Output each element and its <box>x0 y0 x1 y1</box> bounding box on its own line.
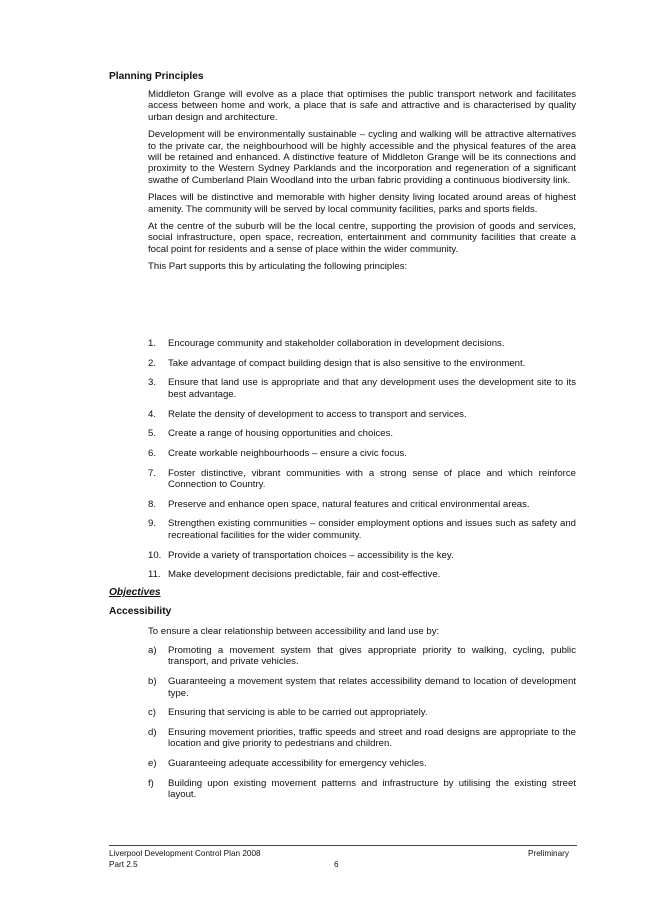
footer-status: Preliminary <box>528 849 569 858</box>
principles-list <box>148 338 576 589</box>
list-number: 5. <box>148 428 157 440</box>
list-text: Create a range of housing opportunities and choices. <box>168 428 394 440</box>
accessibility-heading: Accessibility <box>109 606 172 617</box>
paragraph: Places will be distinctive and memorable with higher density living located around areas of highest amenity. The community will be served by local community facilities, parks and sports fields. <box>148 192 576 215</box>
list-text: Guaranteeing a movement system that relates accessibility demand to location of development type. <box>168 676 576 699</box>
list-letter: c) <box>148 707 156 719</box>
list-number: 10. <box>148 549 162 561</box>
list-text: Building upon existing movement patterns and infrastructure by utilising the existing street layout. <box>168 777 576 801</box>
list-text: Relate the density of development to access to transport and services. <box>168 408 467 420</box>
footer-page-number: 6 <box>334 860 339 869</box>
list-number: 2. <box>148 357 157 369</box>
paragraph: At the centre of the suburb will be the local centre, supporting the provision of goods and services, social infrastructure, open space, recreation, entertainment and community facilities that create a focal point for residents and a sense of place within the wider community. <box>148 221 576 255</box>
list-number: 1. <box>148 338 157 349</box>
list-item <box>148 338 576 349</box>
list-item <box>148 448 576 459</box>
list-number: 11. <box>148 569 161 581</box>
list-text: Take advantage of compact building design that is also sensitive to the environment. <box>168 357 526 369</box>
list-letter: b) <box>148 676 157 688</box>
paragraph: Middleton Grange will evolve as a place that optimises the public transport network and facilitates access between home and work, a place that is safe and attractive and is characterised by quality urban design and architecture. <box>148 89 576 123</box>
list-item <box>148 645 576 668</box>
list-item <box>148 727 576 750</box>
list-letter: a) <box>148 645 157 656</box>
list-text: Promoting a movement system that gives appropriate priority to walking, cycling, public transport, and private vehicles. <box>168 645 576 668</box>
list-number: 9. <box>148 518 157 530</box>
list-text: Foster distinctive, vibrant communities with a strong sense of place and which reinforce Connection to Country. <box>168 467 576 491</box>
list-item <box>148 499 576 510</box>
list-item <box>148 428 576 439</box>
list-text: Provide a variety of transportation choices – accessibility is the key. <box>168 549 454 561</box>
list-number: 3. <box>148 377 157 389</box>
list-text: Ensuring that servicing is able to be carried out appropriately. <box>168 707 428 719</box>
list-text: Strengthen existing communities – consider employment options and issues such as safety and recreational facilities for the wider community. <box>168 518 576 541</box>
list-item <box>148 758 576 769</box>
list-number: 8. <box>148 498 157 510</box>
list-item <box>148 676 576 699</box>
list-item <box>148 409 576 420</box>
accessibility-intro: To ensure a clear relationship between accessibility and land use by: <box>148 626 440 637</box>
list-item <box>148 358 576 369</box>
list-text: Create workable neighbourhoods – ensure a civic focus. <box>168 447 407 459</box>
paragraph: Development will be environmentally sustainable – cycling and walking will be attractive alternatives to the private car, the neighbourhood will be highly accessible and the physical features of the area will be retained and enhanced. A distinctive feature of Middleton Grange will be its connections and proximity to the Western Sydney Parklands and the incorporation and regeneration of a significant swathe of Cumberland Plain Woodland into the urban fabric providing a continuous biodiversity link. <box>148 129 576 186</box>
list-item <box>148 778 576 801</box>
list-text: Make development decisions predictable, fair and cost-effective. <box>168 569 441 581</box>
list-number: 7. <box>148 467 157 479</box>
list-item <box>148 569 576 580</box>
list-letter: d) <box>148 726 157 738</box>
list-text: Ensure that land use is appropriate and that any development uses the development site to its best advantage. <box>168 377 576 400</box>
list-text: Ensuring movement priorities, traffic speeds and street and road designs are appropriate to the location and give priority to pedestrians and children. <box>168 726 576 750</box>
list-letter: e) <box>148 758 157 770</box>
list-item <box>148 377 576 400</box>
list-number: 6. <box>148 447 157 459</box>
list-item <box>148 707 576 718</box>
accessibility-list <box>148 645 576 809</box>
list-text: Encourage community and stakeholder collaboration in development decisions. <box>168 338 505 349</box>
paragraph: This Part supports this by articulating the following principles: <box>148 261 408 273</box>
list-item <box>148 550 576 561</box>
footer-divider <box>109 845 577 846</box>
list-item <box>148 518 576 541</box>
list-letter: f) <box>148 777 154 789</box>
intro-body <box>148 89 576 279</box>
list-item <box>148 468 576 491</box>
list-number: 4. <box>148 408 157 420</box>
objectives-heading: Objectives <box>109 587 161 598</box>
list-text: Guaranteeing adequate accessibility for emergency vehicles. <box>168 758 427 770</box>
footer-part: Part 2.5 <box>109 860 138 869</box>
footer-doc-title: Liverpool Development Control Plan 2008 <box>109 849 261 858</box>
section-heading: Planning Principles <box>109 71 204 82</box>
list-text: Preserve and enhance open space, natural features and critical environmental areas. <box>168 498 530 510</box>
